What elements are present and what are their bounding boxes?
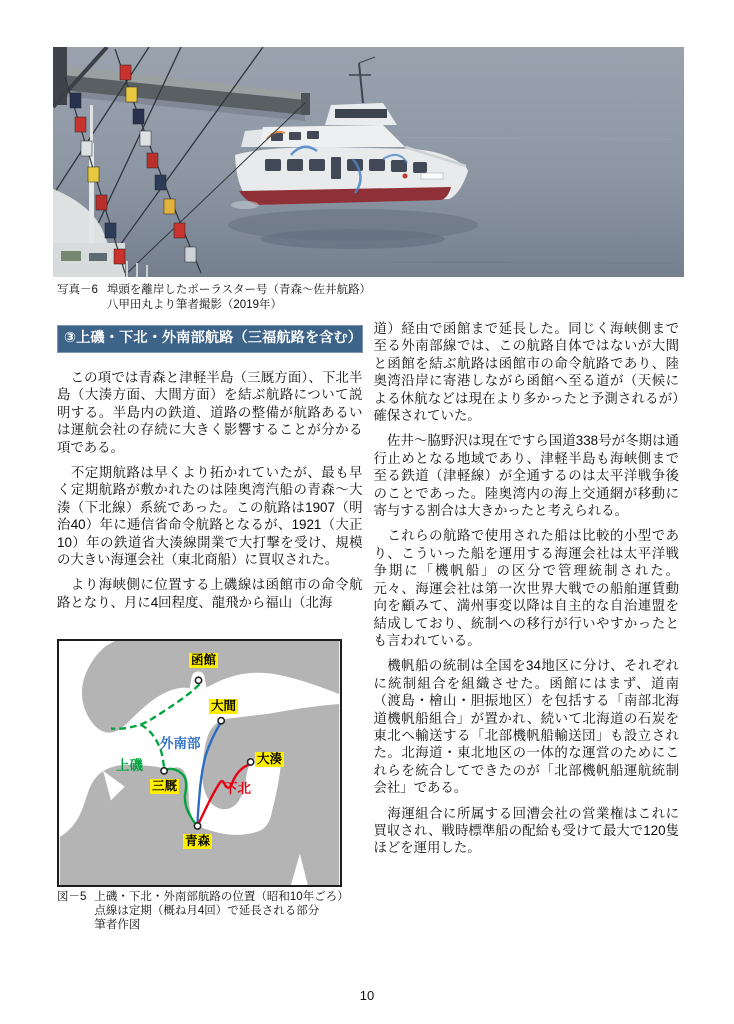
figure-caption-label: 図－5 bbox=[57, 891, 87, 904]
place-label-ominato: 大湊 bbox=[257, 752, 283, 767]
paragraph: この項では青森と津軽半島（三厩方面）、下北半島（大湊方面、大間方面）を結ぶ航路について説明する。半島内の鉄道、道路の整備が航路あるいは運航会社の存続に大きく影響することが分かる項である。 bbox=[57, 370, 363, 455]
section-heading: ③上磯・下北・外南部航路（三福航路を含む） bbox=[57, 325, 363, 353]
figure-caption bbox=[57, 891, 363, 932]
ferry-photo bbox=[53, 47, 684, 277]
paragraph: 佐井～脇野沢は現在ですら国道338号が冬期は通行止めとなる地域であり、津軽半島も海峡側まで至る鉄道（津軽線）が全通するのは太平洋戦争後のことであった。陸奥湾内の海上交通網が移動に寄与する割合は大きかったと考えられる。 bbox=[373, 433, 679, 519]
place-label-hakodate: 函館 bbox=[191, 653, 217, 668]
marker-minmaya bbox=[161, 768, 167, 774]
article-body bbox=[57, 320, 679, 933]
paragraph: 機帆船の統制は全国を34地区に分け、それぞれに統制組合を組織させた。函館にはまず、道南（渡島・檜山・胆振地区）を包括する「南部北海道機帆船組合」が置かれ、続いて北海道の石炭を東北へ輸送する「北部機帆船輸送団」も設立された。北海道・東北地区の一体的な運営のためにこれらを統合してできたのが「北部機帆船運航統制会社」である。 bbox=[373, 658, 679, 796]
place-label-minmaya: 三厩 bbox=[152, 779, 178, 794]
ferry-photo-graphic bbox=[53, 47, 684, 277]
marker-hakodate bbox=[195, 677, 201, 683]
page-number: 10 bbox=[359, 988, 375, 1003]
route-label-kamiiso: 上磯 bbox=[116, 758, 143, 774]
paragraph: 道）経由で函館まで延長した。同じく海峡側まで至る外南部線では、この航路自体ではないが大間と函館を結ぶ航路は函館市の命令航路であり、陸奥湾沿岸に寄港しながら函館へ至る道が（天候による休航などは現在より多かったと予測されるが）確保されていた。 bbox=[373, 321, 679, 424]
place-label-aomori: 青森 bbox=[185, 834, 211, 849]
marker-ominato bbox=[248, 759, 254, 765]
marker-aomori bbox=[194, 823, 200, 829]
figure-caption-text: 上磯・下北・外南部航路の位置（昭和10年ごろ） 点線は定期（概ね月4回）で延長される部分 筆者作図 bbox=[94, 891, 349, 931]
place-label-oma: 大間 bbox=[211, 699, 237, 714]
photo-caption-text: 埠頭を離岸したポーラスター号（青森～佐井航路） 八甲田丸より筆者撮影（2019年） bbox=[106, 284, 372, 311]
paragraph: 不定期航路は早くより拓かれていたが、最も早く定期航路が敷かれたのは陸奥湾汽船の青森～大湊（下北線）系統であった。この航路は1907（明治40）年に逓信省命令航路となるが、1921（大正10）年の鉄道省大湊線開業で大打撃を受け、規模の大きい海運会社（東北商船）に買収された。 bbox=[57, 465, 363, 568]
paragraph: より海峡側に位置する上磯線は函館市の命令航路となり、月に4回程度、龍飛から福山（北海 bbox=[57, 577, 363, 610]
route-label-sotonanbu: 外南部 bbox=[160, 736, 201, 752]
right-column bbox=[374, 320, 680, 933]
paragraph: これらの航路で使用された船は比較的小型であり、こういった船を運用する海運会社は太平洋戦争期に「機帆船」の区分で管理統制された。元々、海運会社は第一次世界大戦での船舶運賃動向を顧みて、満州事変以降は自主的な自治連盟を結成しており、統制への移行が行いやすかったとも言われている。 bbox=[373, 528, 679, 648]
photo-caption-label: 写真－6 bbox=[57, 284, 98, 296]
photo-caption bbox=[57, 283, 371, 312]
left-column bbox=[57, 320, 363, 933]
marker-oma bbox=[218, 718, 224, 724]
route-map bbox=[57, 639, 342, 887]
route-label-shimokita: 下北 bbox=[224, 781, 251, 797]
paragraph: 海運組合に所属する回漕会社の営業権はこれに買収され、戦時標準船の配給も受けて最大で120隻ほどを運用した。 bbox=[373, 805, 679, 856]
